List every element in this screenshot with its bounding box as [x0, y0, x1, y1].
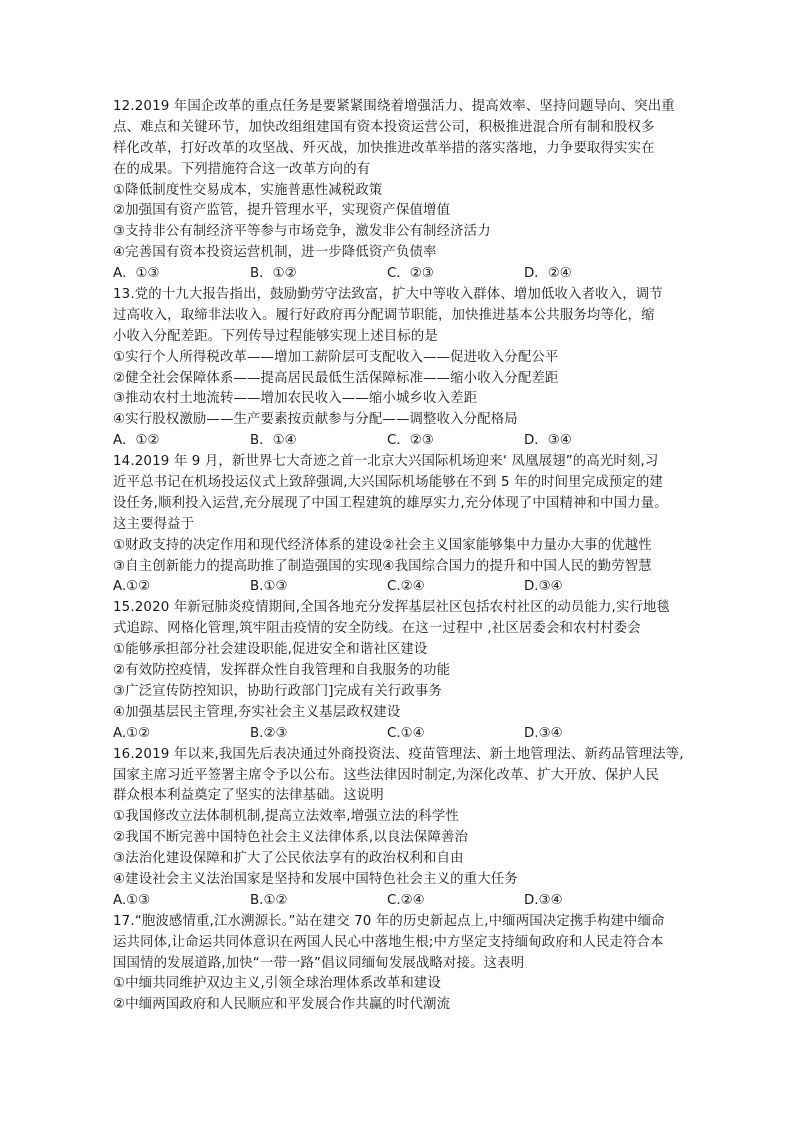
- answer-option[interactable]: A.①③: [113, 892, 151, 908]
- question-13: [113, 285, 693, 452]
- question-stem-line: 国国情的发展道路,加快“一带一路”倡议同缅甸发展战略对接。这表明: [113, 955, 525, 971]
- answer-options: [113, 577, 693, 598]
- answer-option[interactable]: B．①④: [250, 433, 297, 449]
- statement-item: ①中缅共同维护双边主义,引领全球治理体系改革和建设: [113, 976, 441, 992]
- answer-option[interactable]: D.③④: [524, 579, 563, 595]
- answer-option[interactable]: A．①③: [113, 266, 160, 282]
- answer-option[interactable]: D．③④: [524, 433, 572, 449]
- question-17: [113, 912, 693, 1016]
- question-stem-line: 式追踪、网格化管理,筑牢阻击疫情的安全防线。在这一过程中 ,社区居委会和农村村委会: [113, 621, 641, 637]
- answer-option[interactable]: B.②③: [250, 725, 288, 741]
- question-14: [113, 452, 693, 598]
- question-16: [113, 745, 693, 912]
- answer-option[interactable]: C．②③: [387, 433, 434, 449]
- answer-option[interactable]: A.①②: [113, 579, 151, 595]
- answer-option[interactable]: B．①②: [250, 266, 297, 282]
- answer-options: [113, 891, 693, 912]
- statement-item: ①我国修改立法体制机制,提高立法效率,增强立法的科学性: [113, 809, 459, 825]
- question-stem-line: 17.“胞波感情重,江水溯源长。”站在建交 70 年的历史新起点上,中缅两国决定携手构建中缅命: [113, 913, 665, 929]
- question-stem-line: 样化改革，打好改革的攻坚战、歼灭战，加快推进改革举措的落实落地，力争要取得实实在: [113, 140, 655, 156]
- question-stem-line: 群众根本利益奠定了坚实的法律基础。这说明: [113, 788, 384, 804]
- statement-item: ③自主创新能力的提高助推了制造强国的实现④我国综合国力的提升和中国人民的勤劳智慧: [113, 558, 652, 574]
- statement-item: ②我国不断完善中国特色社会主义法律体系,以良法保障善治: [113, 830, 469, 846]
- question-stem-line: 这主要得益于: [113, 516, 195, 532]
- question-stem-line: 点、难点和关键环节，加快改组组建国有资本投资运营公司，积极推进混合所有制和股权多: [113, 119, 655, 135]
- statement-item: ③法治化建设保障和扩大了公民依法享有的政治权利和自由: [113, 851, 464, 867]
- answer-option[interactable]: C．②③: [387, 266, 434, 282]
- question-stem-line: 13.党的十九大报告指出，鼓励勤劳守法致富，扩大中等收入群体、增加低收入者收入，调节: [113, 287, 663, 303]
- answer-option[interactable]: C.①④: [387, 725, 425, 741]
- statement-item: ③推动农村土地流转——增加农民收入——缩小城乡收入差距: [113, 391, 478, 407]
- answer-option[interactable]: A．①②: [113, 433, 160, 449]
- answer-option[interactable]: C.②④: [387, 892, 425, 908]
- question-stem-line: 在的成果。下列措施符合这一改革方向的有: [113, 161, 371, 177]
- statement-item: ①实行个人所得税改革——增加工薪阶层可支配收入——促进收入分配公平: [113, 349, 559, 365]
- question-15: [113, 598, 693, 744]
- question-stem-line: 16.2019 年以来,我国先后表决通过外商投资法、疫苗管理法、新土地管理法、新药品管理法等,: [113, 746, 684, 762]
- statement-item: ④实行股权激励——生产要素按贡献参与分配——调整收入分配格局: [113, 412, 518, 428]
- statement-item: ③支持非公有制经济平等参与市场竞争，激发非公有制经济活力: [113, 224, 491, 240]
- statement-item: ②加强国有资产监管，提升管理水平，实现资产保值增值: [113, 203, 451, 219]
- question-stem-line: 小收入分配差距。下列传导过程能够实现上述目标的是: [113, 328, 438, 344]
- statement-item: ①财政支持的决定作用和现代经济体系的建设②社会主义国家能够集中力量办大事的优越性: [113, 537, 652, 553]
- question-stem-line: 设任务,顺利投入运营,充分展现了中国工程建筑的雄厚实力,充分体现了中国精神和中国力量。: [113, 495, 668, 511]
- answer-option[interactable]: D.③④: [524, 725, 563, 741]
- question-stem-line: 12.2019 年国企改革的重点任务是要紧紧围绕着增强活力、提高效率、坚持问题导向、突出重: [113, 99, 675, 114]
- statement-item: ②中缅两国政府和人民顺应和平发展合作共赢的时代潮流: [113, 997, 451, 1013]
- statement-item: ④加强基层民主管理,夯实社会主义基层政权建设: [113, 704, 401, 720]
- answer-option[interactable]: D.③④: [524, 892, 563, 908]
- answer-option[interactable]: C.②④: [387, 579, 425, 595]
- statement-item: ②健全社会保障体系——提高居民最低生活保障标准——缩小收入分配差距: [113, 370, 559, 386]
- question-stem-line: 15.2020 年新冠肺炎疫情期间,全国各地充分发挥基层社区包括农村社区的动员能力,实行地毯: [113, 600, 671, 616]
- statement-item: ③广泛宣传防控知识，协助行政部门]完成有关行政事务: [113, 683, 442, 699]
- answer-option[interactable]: B.①③: [250, 579, 288, 595]
- answer-option[interactable]: D．②④: [524, 266, 572, 282]
- answer-options: [113, 724, 693, 745]
- statement-item: ④建设社会主义法治国家是坚持和发展中国特色社会主义的重大任务: [113, 871, 518, 887]
- answer-option[interactable]: A.①②: [113, 725, 151, 741]
- question-stem-line: 国家主席习近平签署主席令予以公布。这些法律因时制定,为深化改革、扩大开放、保护人民: [113, 767, 660, 783]
- statement-item: ④完善国有资本投资运营机制，进一步降低资产负债率: [113, 245, 437, 261]
- question-stem-line: 近平总书记在机场投运仪式上致辞强调,大兴国际机场能够在不到 5 年的时间里完成预定的建: [113, 475, 663, 491]
- statement-item: ②有效防控疫情，发挥群众性自我管理和自我服务的功能: [113, 663, 451, 679]
- answer-option[interactable]: B.①②: [250, 892, 288, 908]
- exam-page: [113, 97, 693, 1016]
- answer-options: [113, 431, 693, 452]
- statement-item: ①能够承担部分社会建设职能,促进安全和谐社区建设: [113, 642, 428, 658]
- answer-options: [113, 264, 693, 285]
- statement-item: ①降低制度性交易成本，实施普惠性减税政策: [113, 182, 383, 198]
- question-stem-line: 运共同体,让命运共同体意识在两国人民心中落地生根;中方坚定支持缅甸政府和人民走符合本: [113, 934, 664, 950]
- question-stem-line: 过高收入，取缔非法收入。履行好政府再分配调节职能，加快推进基本公共服务均等化，缩: [113, 307, 655, 323]
- question-stem-line: 14.2019 年 9 月，新世界七大奇迹之首一北京大兴国际机场迎来‘ 凤凰展翅”的高光时刻,习: [113, 454, 659, 470]
- question-12: [113, 97, 693, 285]
